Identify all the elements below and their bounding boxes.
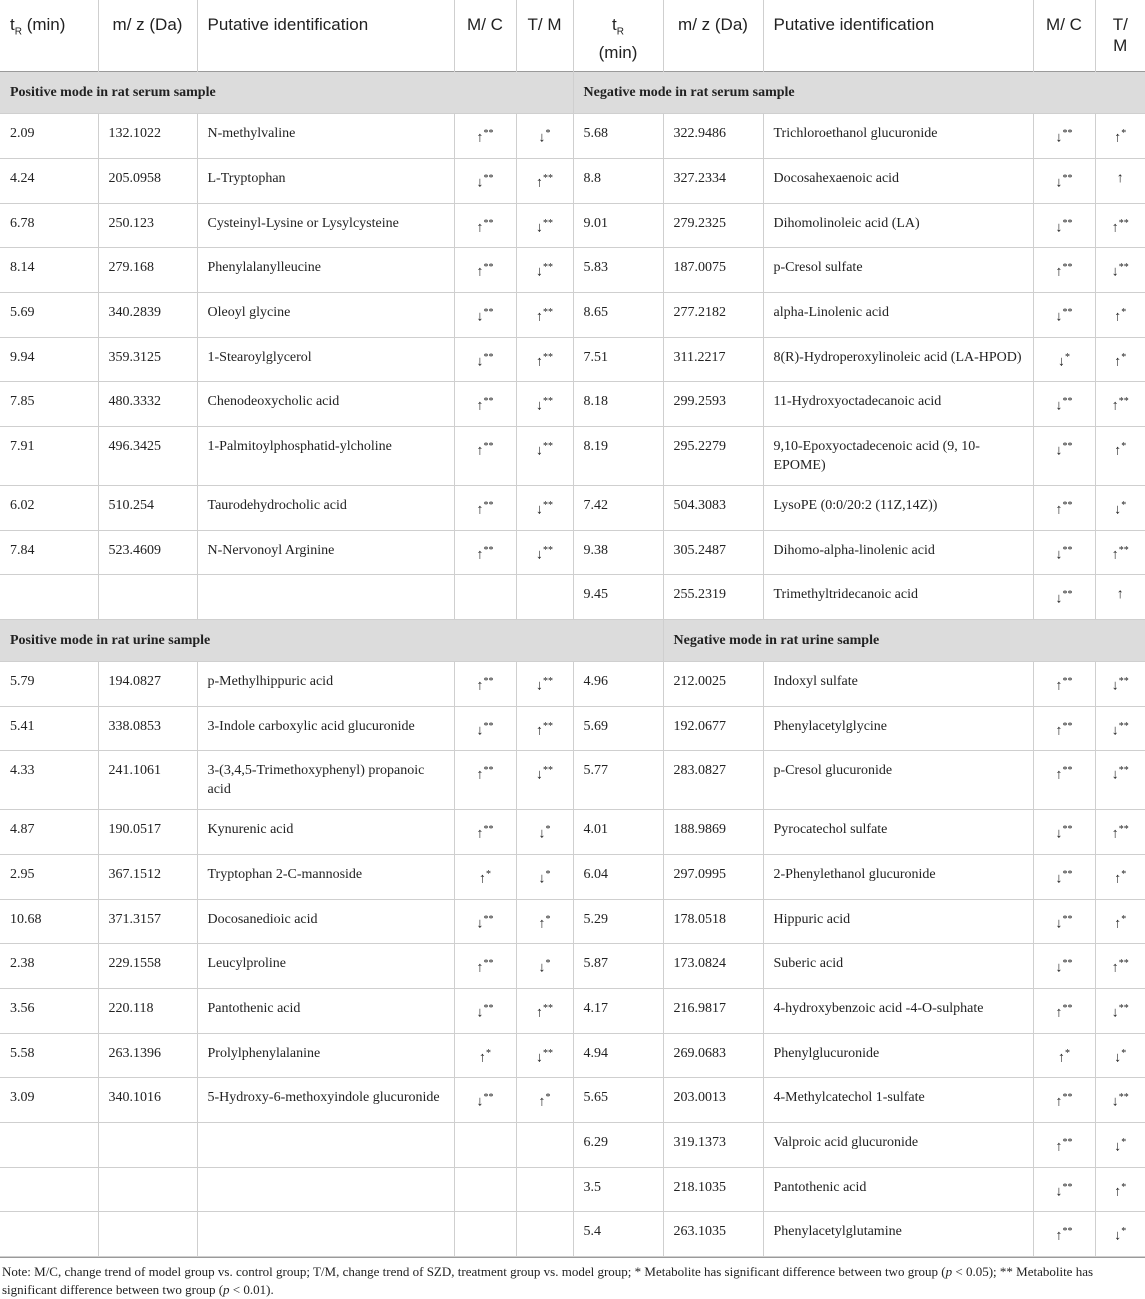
- cell-retention-time-left: 8.14: [0, 248, 98, 293]
- cell-mc-left: ↓**: [454, 988, 516, 1033]
- table-row: [0, 382, 1145, 427]
- cell-mc-right: ↓**: [1033, 854, 1095, 899]
- cell-tm-left: ↓**: [516, 530, 573, 575]
- cell-mc-left: ↑**: [454, 382, 516, 427]
- cell-retention-time-right: 5.77: [573, 751, 663, 810]
- cell-identification-right: Trichloroethanol glucuronide: [763, 114, 1033, 159]
- cell-mz-left: 220.118: [98, 988, 197, 1033]
- cell-identification-right: 11-Hydroxyoctadecanoic acid: [763, 382, 1033, 427]
- cell-retention-time-left: 2.95: [0, 854, 98, 899]
- cell-tm-right: ↓**: [1095, 751, 1145, 810]
- cell-tm-right: ↓*: [1095, 1122, 1145, 1167]
- cell-mz-right: 319.1373: [663, 1122, 763, 1167]
- table-row: [0, 426, 1145, 485]
- cell-tm-right: ↓**: [1095, 1078, 1145, 1123]
- table-note: Note: M/C, change trend of model group vs. control group; T/M, change trend of SZD, treatment group vs. model group; * Metabolite has significant difference between two group (p < 0.05); ** Metabolite has significant difference between two group (p < 0.01).: [0, 1257, 1145, 1299]
- table-row: [0, 706, 1145, 751]
- cell-mc-right: ↓**: [1033, 1167, 1095, 1212]
- cell-mz-right: 305.2487: [663, 530, 763, 575]
- cell-tm-right: ↑**: [1095, 944, 1145, 989]
- cell-mc-left: ↑**: [454, 114, 516, 159]
- cell-mc-left: ↓**: [454, 899, 516, 944]
- header-identification-left: Putative identification: [197, 0, 454, 72]
- cell-mz-right: 322.9486: [663, 114, 763, 159]
- cell-identification-left: Oleoyl glycine: [197, 293, 454, 338]
- cell-retention-time-left: [0, 1122, 98, 1167]
- cell-mc-right: ↑**: [1033, 248, 1095, 293]
- cell-identification-left: 3-Indole carboxylic acid glucuronide: [197, 706, 454, 751]
- cell-tm-left: ↓*: [516, 854, 573, 899]
- cell-retention-time-right: 5.69: [573, 706, 663, 751]
- cell-mc-left: [454, 1122, 516, 1167]
- cell-mz-left: 371.3157: [98, 899, 197, 944]
- cell-retention-time-right: 8.65: [573, 293, 663, 338]
- cell-mc-right: ↓**: [1033, 899, 1095, 944]
- cell-mz-right: 295.2279: [663, 426, 763, 485]
- section-row-serum: [0, 72, 1145, 114]
- cell-mc-left: ↑*: [454, 1033, 516, 1078]
- cell-mc-right: ↑*: [1033, 1033, 1095, 1078]
- cell-tm-left: ↑**: [516, 988, 573, 1033]
- cell-tm-left: ↑**: [516, 293, 573, 338]
- cell-mz-left: [98, 1167, 197, 1212]
- cell-mz-left: 279.168: [98, 248, 197, 293]
- cell-mc-right: ↑**: [1033, 661, 1095, 706]
- cell-tm-right: ↓*: [1095, 485, 1145, 530]
- cell-identification-left: Leucylproline: [197, 944, 454, 989]
- cell-tm-left: ↓**: [516, 751, 573, 810]
- cell-mz-left: 263.1396: [98, 1033, 197, 1078]
- cell-mz-right: 255.2319: [663, 575, 763, 620]
- cell-mz-right: 279.2325: [663, 203, 763, 248]
- cell-retention-time-right: 5.4: [573, 1212, 663, 1257]
- cell-retention-time-right: 9.38: [573, 530, 663, 575]
- cell-identification-left: Tryptophan 2-C-mannoside: [197, 854, 454, 899]
- cell-retention-time-right: 9.01: [573, 203, 663, 248]
- cell-mc-left: ↑**: [454, 530, 516, 575]
- table-row: [0, 159, 1145, 204]
- cell-mz-right: 188.9869: [663, 810, 763, 855]
- cell-identification-right: Pyrocatechol sulfate: [763, 810, 1033, 855]
- cell-mz-left: 205.0958: [98, 159, 197, 204]
- cell-retention-time-left: [0, 575, 98, 620]
- table-row: [0, 1167, 1145, 1212]
- cell-mc-right: ↑**: [1033, 988, 1095, 1033]
- cell-mz-right: 299.2593: [663, 382, 763, 427]
- cell-tm-left: ↓**: [516, 248, 573, 293]
- cell-identification-right: 4-Methylcatechol 1-sulfate: [763, 1078, 1033, 1123]
- cell-mz-right: 504.3083: [663, 485, 763, 530]
- cell-mc-right: ↓**: [1033, 293, 1095, 338]
- cell-mz-right: 297.0995: [663, 854, 763, 899]
- cell-identification-left: Pantothenic acid: [197, 988, 454, 1033]
- section-title-right: Negative mode in rat urine sample: [663, 619, 1145, 661]
- table-row: [0, 485, 1145, 530]
- cell-identification-left: Prolylphenylalanine: [197, 1033, 454, 1078]
- cell-identification-right: Phenylacetylglutamine: [763, 1212, 1033, 1257]
- cell-mz-right: 283.0827: [663, 751, 763, 810]
- cell-retention-time-left: 7.85: [0, 382, 98, 427]
- cell-tm-right: ↑*: [1095, 426, 1145, 485]
- table-row: [0, 1033, 1145, 1078]
- cell-mc-right: ↓**: [1033, 203, 1095, 248]
- cell-identification-left: 1-Stearoylglycerol: [197, 337, 454, 382]
- cell-tm-right: ↑**: [1095, 530, 1145, 575]
- cell-identification-right: 2-Phenylethanol glucuronide: [763, 854, 1033, 899]
- cell-tm-right: ↑*: [1095, 114, 1145, 159]
- cell-retention-time-left: 10.68: [0, 899, 98, 944]
- cell-tm-left: ↓**: [516, 203, 573, 248]
- cell-mc-right: ↓**: [1033, 810, 1095, 855]
- cell-tm-right: ↑**: [1095, 810, 1145, 855]
- cell-mc-right: ↑**: [1033, 485, 1095, 530]
- cell-mc-right: ↑**: [1033, 751, 1095, 810]
- table-row: [0, 988, 1145, 1033]
- cell-tm-left: [516, 575, 573, 620]
- cell-tm-right: ↑: [1095, 159, 1145, 204]
- cell-mz-left: [98, 575, 197, 620]
- header-retention-time-left: $t_R$ (min): [0, 0, 98, 72]
- cell-retention-time-left: [0, 1167, 98, 1212]
- cell-tm-left: ↑**: [516, 706, 573, 751]
- cell-retention-time-left: 5.69: [0, 293, 98, 338]
- cell-mz-left: 523.4609: [98, 530, 197, 575]
- cell-mc-right: ↑**: [1033, 1212, 1095, 1257]
- cell-tm-left: [516, 1167, 573, 1212]
- table-row: [0, 1212, 1145, 1257]
- table-row: [0, 248, 1145, 293]
- cell-identification-left: [197, 575, 454, 620]
- cell-mc-left: ↑**: [454, 810, 516, 855]
- cell-retention-time-left: 3.09: [0, 1078, 98, 1123]
- cell-mc-right: ↓**: [1033, 530, 1095, 575]
- cell-mc-left: ↓**: [454, 159, 516, 204]
- cell-mz-left: 229.1558: [98, 944, 197, 989]
- cell-identification-left: N-Nervonoyl Arginine: [197, 530, 454, 575]
- cell-mc-right: ↓**: [1033, 426, 1095, 485]
- cell-identification-right: p-Cresol glucuronide: [763, 751, 1033, 810]
- cell-identification-right: Pantothenic acid: [763, 1167, 1033, 1212]
- table-row: [0, 203, 1145, 248]
- cell-mz-left: [98, 1212, 197, 1257]
- cell-identification-left: Kynurenic acid: [197, 810, 454, 855]
- cell-retention-time-left: 3.56: [0, 988, 98, 1033]
- cell-identification-right: Suberic acid: [763, 944, 1033, 989]
- header-row: [0, 0, 1145, 72]
- section-title-right: Negative mode in rat serum sample: [573, 72, 1145, 114]
- cell-identification-left: 5-Hydroxy-6-methoxyindole glucuronide: [197, 1078, 454, 1123]
- cell-mz-right: 269.0683: [663, 1033, 763, 1078]
- cell-mc-right: ↑**: [1033, 1078, 1095, 1123]
- cell-retention-time-left: [0, 1212, 98, 1257]
- cell-identification-right: Indoxyl sulfate: [763, 661, 1033, 706]
- cell-retention-time-left: 4.33: [0, 751, 98, 810]
- cell-retention-time-right: 5.65: [573, 1078, 663, 1123]
- cell-mc-right: ↓**: [1033, 159, 1095, 204]
- cell-tm-left: ↓**: [516, 485, 573, 530]
- cell-mc-left: ↑**: [454, 751, 516, 810]
- cell-identification-right: 8(R)-Hydroperoxylinoleic acid (LA-HPOD): [763, 337, 1033, 382]
- table-row: [0, 293, 1145, 338]
- table-row: [0, 1078, 1145, 1123]
- cell-retention-time-left: 5.58: [0, 1033, 98, 1078]
- table-row: [0, 575, 1145, 620]
- cell-mc-right: ↓*: [1033, 337, 1095, 382]
- cell-mz-right: 216.9817: [663, 988, 763, 1033]
- cell-mc-left: ↑**: [454, 203, 516, 248]
- cell-identification-right: Trimethyltridecanoic acid: [763, 575, 1033, 620]
- cell-retention-time-right: 6.29: [573, 1122, 663, 1167]
- cell-tm-left: [516, 1122, 573, 1167]
- cell-identification-right: Dihomo-alpha-linolenic acid: [763, 530, 1033, 575]
- header-mc-right: M/ C: [1033, 0, 1095, 72]
- cell-retention-time-right: 9.45: [573, 575, 663, 620]
- cell-mz-left: 241.1061: [98, 751, 197, 810]
- cell-mc-right: ↓**: [1033, 114, 1095, 159]
- table-row: [0, 810, 1145, 855]
- cell-tm-left: ↑**: [516, 337, 573, 382]
- cell-identification-right: 4-hydroxybenzoic acid -4-O-sulphate: [763, 988, 1033, 1033]
- cell-mc-left: ↑*: [454, 854, 516, 899]
- cell-tm-right: ↑*: [1095, 899, 1145, 944]
- cell-identification-right: Phenylacetylglycine: [763, 706, 1033, 751]
- cell-tm-right: ↑**: [1095, 203, 1145, 248]
- cell-tm-right: ↑: [1095, 575, 1145, 620]
- cell-retention-time-right: 4.01: [573, 810, 663, 855]
- cell-tm-left: ↓*: [516, 944, 573, 989]
- cell-mc-left: ↑**: [454, 944, 516, 989]
- cell-retention-time-right: 4.96: [573, 661, 663, 706]
- cell-retention-time-right: 4.17: [573, 988, 663, 1033]
- table-row: [0, 1122, 1145, 1167]
- cell-retention-time-right: 3.5: [573, 1167, 663, 1212]
- cell-mc-left: ↓**: [454, 1078, 516, 1123]
- cell-retention-time-right: 7.42: [573, 485, 663, 530]
- cell-mz-left: 359.3125: [98, 337, 197, 382]
- section-title-left: Positive mode in rat serum sample: [0, 72, 573, 114]
- cell-identification-left: Chenodeoxycholic acid: [197, 382, 454, 427]
- cell-identification-right: 9,10-Epoxyoctadecenoic acid (9, 10-EPOME): [763, 426, 1033, 485]
- cell-retention-time-right: 8.18: [573, 382, 663, 427]
- cell-retention-time-right: 8.8: [573, 159, 663, 204]
- header-mz-left: m/ z (Da): [98, 0, 197, 72]
- cell-tm-left: [516, 1212, 573, 1257]
- cell-identification-left: 1-Palmitoylphosphatid-ylcholine: [197, 426, 454, 485]
- cell-identification-left: N-methylvaline: [197, 114, 454, 159]
- cell-mz-right: 173.0824: [663, 944, 763, 989]
- cell-mz-left: 132.1022: [98, 114, 197, 159]
- cell-retention-time-right: 7.51: [573, 337, 663, 382]
- cell-tm-left: ↓**: [516, 661, 573, 706]
- cell-identification-left: [197, 1212, 454, 1257]
- cell-retention-time-left: 7.84: [0, 530, 98, 575]
- cell-tm-right: ↓*: [1095, 1033, 1145, 1078]
- cell-tm-left: ↑**: [516, 159, 573, 204]
- cell-mz-right: 212.0025: [663, 661, 763, 706]
- cell-mc-right: ↑**: [1033, 706, 1095, 751]
- cell-mz-right: 178.0518: [663, 899, 763, 944]
- header-identification-right: Putative identification: [763, 0, 1033, 72]
- cell-tm-right: ↑*: [1095, 337, 1145, 382]
- cell-retention-time-right: 5.68: [573, 114, 663, 159]
- cell-mc-left: ↑**: [454, 661, 516, 706]
- table-row: [0, 114, 1145, 159]
- cell-retention-time-left: 2.09: [0, 114, 98, 159]
- header-mz-right: m/ z (Da): [663, 0, 763, 72]
- cell-mc-left: [454, 1212, 516, 1257]
- cell-retention-time-left: 6.78: [0, 203, 98, 248]
- cell-identification-right: Dihomolinoleic acid (LA): [763, 203, 1033, 248]
- cell-retention-time-right: 8.19: [573, 426, 663, 485]
- table-row: [0, 661, 1145, 706]
- cell-retention-time-right: 5.29: [573, 899, 663, 944]
- cell-mz-left: [98, 1122, 197, 1167]
- cell-mz-right: 263.1035: [663, 1212, 763, 1257]
- cell-mz-left: 367.1512: [98, 854, 197, 899]
- cell-identification-left: Cysteinyl-Lysine or Lysylcysteine: [197, 203, 454, 248]
- cell-mz-right: 218.1035: [663, 1167, 763, 1212]
- cell-identification-left: [197, 1167, 454, 1212]
- cell-mz-left: 340.1016: [98, 1078, 197, 1123]
- cell-retention-time-left: 2.38: [0, 944, 98, 989]
- section-title-left: Positive mode in rat urine sample: [0, 619, 663, 661]
- cell-mz-left: 190.0517: [98, 810, 197, 855]
- cell-retention-time-right: 6.04: [573, 854, 663, 899]
- cell-retention-time-left: 4.24: [0, 159, 98, 204]
- cell-identification-right: Valproic acid glucuronide: [763, 1122, 1033, 1167]
- cell-identification-left: p-Methylhippuric acid: [197, 661, 454, 706]
- table-row: [0, 530, 1145, 575]
- table-row: [0, 944, 1145, 989]
- cell-tm-right: ↑*: [1095, 293, 1145, 338]
- cell-retention-time-left: 6.02: [0, 485, 98, 530]
- cell-mc-right: ↓**: [1033, 944, 1095, 989]
- cell-identification-right: p-Cresol sulfate: [763, 248, 1033, 293]
- cell-mc-left: [454, 575, 516, 620]
- cell-mz-right: 277.2182: [663, 293, 763, 338]
- cell-mz-right: 311.2217: [663, 337, 763, 382]
- cell-retention-time-left: 5.41: [0, 706, 98, 751]
- cell-retention-time-left: 9.94: [0, 337, 98, 382]
- cell-tm-right: ↓*: [1095, 1212, 1145, 1257]
- cell-identification-right: Phenylglucuronide: [763, 1033, 1033, 1078]
- cell-mz-left: 194.0827: [98, 661, 197, 706]
- cell-identification-right: Docosahexaenoic acid: [763, 159, 1033, 204]
- cell-mc-right: ↓**: [1033, 382, 1095, 427]
- cell-tm-left: ↑*: [516, 899, 573, 944]
- cell-tm-left: ↓**: [516, 1033, 573, 1078]
- cell-retention-time-right: 5.83: [573, 248, 663, 293]
- cell-identification-right: alpha-Linolenic acid: [763, 293, 1033, 338]
- table-row: [0, 751, 1145, 810]
- cell-identification-left: Phenylalanylleucine: [197, 248, 454, 293]
- cell-identification-right: Hippuric acid: [763, 899, 1033, 944]
- cell-tm-left: ↓**: [516, 382, 573, 427]
- cell-tm-left: ↓*: [516, 810, 573, 855]
- header-mc-left: M/ C: [454, 0, 516, 72]
- cell-mz-left: 480.3332: [98, 382, 197, 427]
- cell-identification-right: LysoPE (0:0/20:2 (11Z,14Z)): [763, 485, 1033, 530]
- table-row: [0, 899, 1145, 944]
- cell-mz-right: 192.0677: [663, 706, 763, 751]
- cell-mz-right: 327.2334: [663, 159, 763, 204]
- cell-mz-left: 338.0853: [98, 706, 197, 751]
- cell-mz-left: 340.2839: [98, 293, 197, 338]
- cell-mc-right: ↓**: [1033, 575, 1095, 620]
- cell-mc-left: ↑**: [454, 485, 516, 530]
- table-body: [0, 72, 1145, 1256]
- cell-retention-time-left: 5.79: [0, 661, 98, 706]
- cell-tm-right: ↓**: [1095, 988, 1145, 1033]
- cell-tm-left: ↓*: [516, 114, 573, 159]
- cell-tm-right: ↑*: [1095, 1167, 1145, 1212]
- cell-tm-right: ↓**: [1095, 661, 1145, 706]
- cell-retention-time-left: 4.87: [0, 810, 98, 855]
- cell-mz-left: 496.3425: [98, 426, 197, 485]
- cell-tm-left: ↑*: [516, 1078, 573, 1123]
- table-row: [0, 337, 1145, 382]
- header-tm-right: T/ M: [1112, 15, 1128, 55]
- cell-identification-left: [197, 1122, 454, 1167]
- header-tm-left: T/ M: [516, 0, 573, 72]
- cell-identification-left: 3-(3,4,5-Trimethoxyphenyl) propanoic acid: [197, 751, 454, 810]
- cell-mz-left: 510.254: [98, 485, 197, 530]
- cell-mz-right: 203.0013: [663, 1078, 763, 1123]
- cell-mz-right: 187.0075: [663, 248, 763, 293]
- cell-retention-time-right: 4.94: [573, 1033, 663, 1078]
- cell-mc-left: ↑**: [454, 248, 516, 293]
- cell-tm-right: ↓**: [1095, 706, 1145, 751]
- cell-identification-left: L-Tryptophan: [197, 159, 454, 204]
- cell-tm-left: ↓**: [516, 426, 573, 485]
- cell-retention-time-left: 7.91: [0, 426, 98, 485]
- header-retention-time-right: $t_R$ (min): [573, 0, 663, 72]
- cell-identification-left: Taurodehydrocholic acid: [197, 485, 454, 530]
- section-row-urine: [0, 619, 1145, 661]
- cell-mc-left: ↓**: [454, 293, 516, 338]
- cell-mc-left: ↓**: [454, 337, 516, 382]
- cell-tm-right: ↓**: [1095, 248, 1145, 293]
- cell-tm-right: ↑*: [1095, 854, 1145, 899]
- cell-mz-left: 250.123: [98, 203, 197, 248]
- table-row: [0, 854, 1145, 899]
- cell-retention-time-right: 5.87: [573, 944, 663, 989]
- cell-tm-right: ↑**: [1095, 382, 1145, 427]
- cell-identification-left: Docosanedioic acid: [197, 899, 454, 944]
- cell-mc-left: ↓**: [454, 706, 516, 751]
- cell-mc-left: ↑**: [454, 426, 516, 485]
- cell-mc-left: [454, 1167, 516, 1212]
- cell-mc-right: ↑**: [1033, 1122, 1095, 1167]
